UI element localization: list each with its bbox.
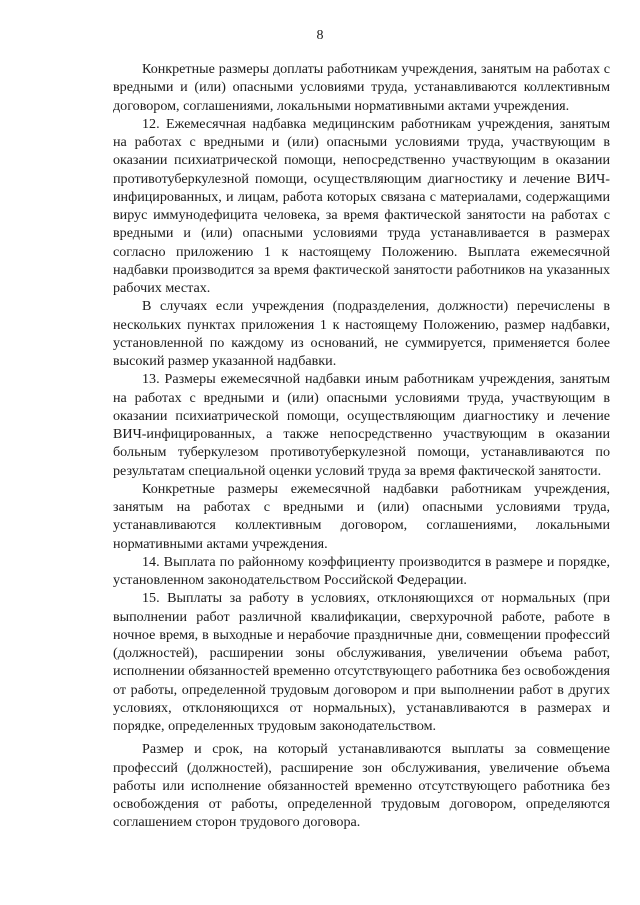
paragraph: 13. Размеры ежемесячной надбавки иным работникам учреждения, занятым на работах с вредными и (или) опасными условиями труда, участвующим в оказании психиатрической помощи, осуществляющим диагностику и лечение ВИЧ-инфицированных, а также непосредственно участвующим в оказании больным туберкулезом противотуберкулезной помощи, устанавливаются по результатам специальной оценки условий труда за время фактической занятости.: [113, 371, 610, 479]
document-body: [113, 60, 610, 832]
page-number: 8: [316, 28, 324, 43]
paragraph: Конкретные размеры ежемесячной надбавки работникам учреждения, занятым на работах с вредными и (или) опасными условиями труда, устанавливаются коллективным договором, соглашениями, локальными нормативными актами учреждения.: [113, 480, 610, 552]
paragraph: 15. Выплаты за работу в условиях, отклоняющихся от нормальных (при выполнении работ различной квалификации, сверхурочной работе, работе в ночное время, в выходные и нерабочие праздничные дни, совмещении профессий (должностей), расширении зоны обслуживания, увеличении объема работ, исполнении обязанностей временно отсутствующего работника без освобождения от работы, определенной трудовым договором и при выполнении работ в других условиях, отклоняющихся от нормальных), устанавливаются в размерах и порядке, определенных трудовым законодательством.: [113, 590, 610, 734]
paragraph: 14. Выплата по районному коэффициенту производится в размере и порядке, установленном законодательством Российской Федерации.: [113, 553, 610, 588]
paragraph: Конкретные размеры доплаты работникам учреждения, занятым на работах с вредными и (или) опасными условиями труда, устанавливаются коллективным договором, соглашениями, локальными нормативными актами учреждения.: [113, 61, 610, 114]
paragraph: Размер и срок, на который устанавливаются выплаты за совмещение профессий (должностей), расширение зон обслуживания, увеличение объема работы или исполнение обязанностей временно отсутствующего работника без освобождения от работы, определенной трудовым договором, определяются соглашением сторон трудового договора.: [113, 741, 610, 831]
paragraph: 12. Ежемесячная надбавка медицинским работникам учреждения, занятым на работах с вредными и (или) опасными условиями труда, участвующим в оказании психиатрической помощи, непосредственно участвующим в оказании противотуберкулезной помощи, осуществляющим диагностику и лечение ВИЧ-инфицированных, и лицам, работа которых связана с материалами, содержащими вирус иммунодефицита человека, за время фактической занятости на работах с вредными и (или) опасными условиями труда устанавливается в размерах согласно приложению 1 к настоящему Положению. Выплата ежемесячной надбавки производится за время фактической занятости работников на указанных рабочих местах.: [113, 115, 610, 296]
paragraph: В случаях если учреждения (подразделения, должности) перечислены в нескольких пунктах приложения 1 к настоящему Положению, размер надбавки, установленной по каждому из оснований, не суммируется, применяется более высокий размер указанной надбавки.: [113, 298, 610, 369]
